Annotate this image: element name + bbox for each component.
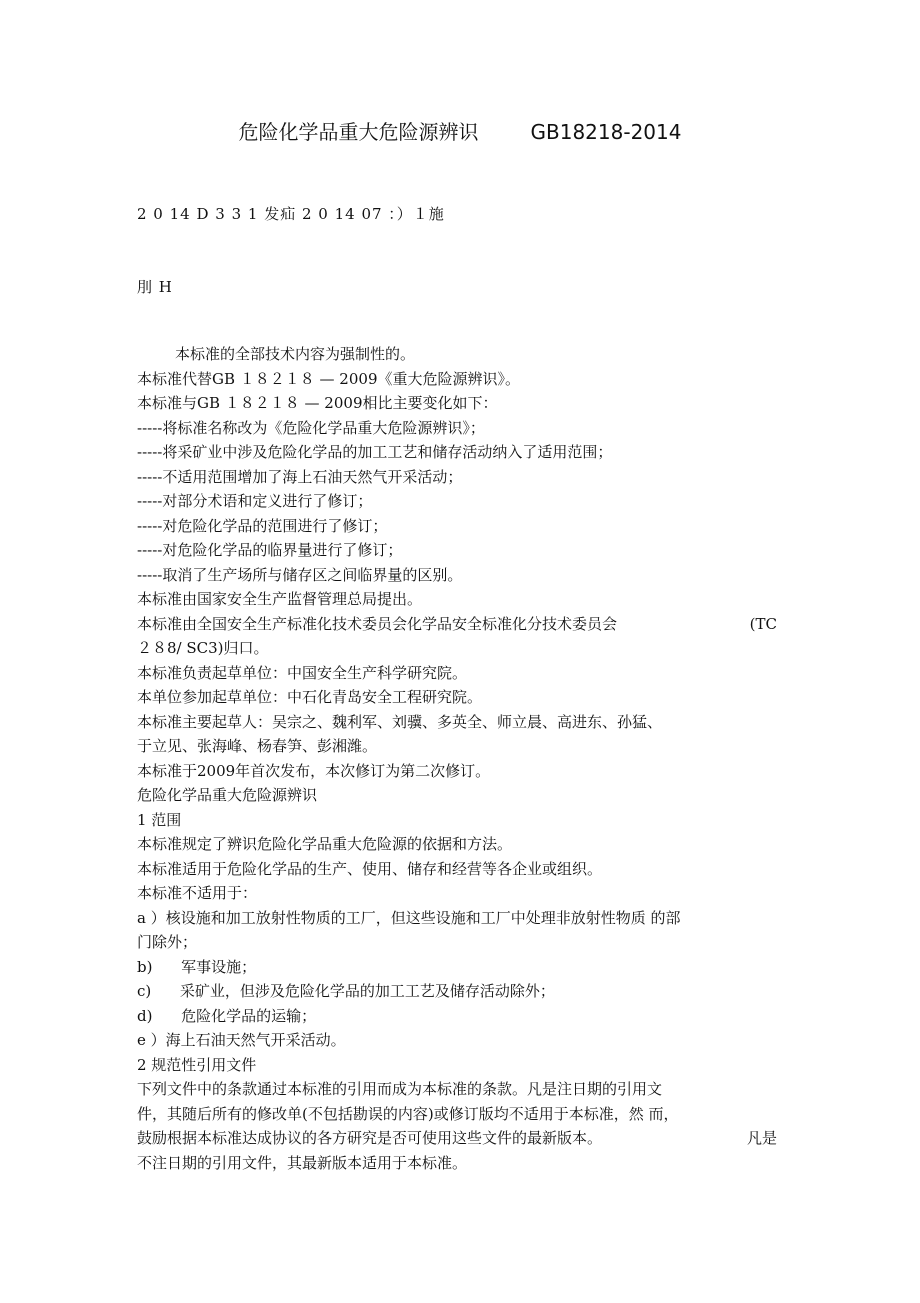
exclusion-list-item: b) 军事设施； xyxy=(137,957,257,976)
paragraph-line: 件，其随后所有的修改单(不包括勘误的内容)或修订版均不适用于本标准，然 而， xyxy=(137,1104,679,1123)
change-list-item: -----对危险化学品的临界量进行了修订； xyxy=(137,541,403,559)
document-body xyxy=(137,342,777,1175)
change-list-item: -----取消了生产场所与储存区之间临界量的区别。 xyxy=(137,565,463,584)
paragraph-line: 本标准由国家安全生产监督管理总局提出。 xyxy=(137,590,423,608)
paragraph-line: ２８8/ SC3)归口。 xyxy=(137,639,269,657)
exclusion-list-item: a ）核设施和加工放射性物质的工厂，但这些设施和工厂中处理非放射性物质 的部 xyxy=(137,908,681,927)
paragraph-line xyxy=(137,1126,777,1151)
change-list-item: -----将标准名称改为《危险化学品重大危险源辨识》； xyxy=(137,418,485,437)
paragraph-line: 不注日期的引用文件，其最新版本适用于本标准。 xyxy=(137,1153,468,1172)
exclusion-list-item: e ）海上石油天然气开采活动。 xyxy=(137,1031,346,1049)
paragraph-line: 本标准主要起草人：吴宗之、魏利军、刘骥、多英全、师立晨、高进东、孙猛、 xyxy=(137,712,663,731)
paragraph-line: 下列文件中的条款通过本标准的引用而成为本标准的条款。凡是注日期的引用文 xyxy=(137,1080,663,1098)
paragraph-line: 本标准与GB １８２１８ — 2009相比主要变化如下： xyxy=(137,394,498,412)
text-segment: 本标准由全国安全生产标准化技术委员会化学品安全标准化分技术委员会 xyxy=(137,614,618,633)
exclusion-list-item: c) 采矿业，但涉及危险化学品的加工工艺及储存活动除外； xyxy=(137,982,555,1000)
preface-heading: 刖 H xyxy=(137,278,173,296)
text-segment: 凡是 xyxy=(746,1129,777,1147)
change-list-item: -----对危险化学品的范围进行了修订； xyxy=(137,516,388,535)
paragraph-line xyxy=(137,612,777,637)
paragraph-line: 本标准负责起草单位：中国安全生产科学研究院。 xyxy=(137,663,468,682)
publish-dateline: 2 0 14 D 3 3 1 发疝 2 0 14 07 ：）１施 xyxy=(137,205,445,223)
change-list-item: -----不适用范围增加了海上石油天然气开采活动； xyxy=(137,467,463,486)
paragraph-line: 本单位参加起草单位：中石化青岛安全工程研究院。 xyxy=(137,688,483,706)
paragraph-line: 本标准代替GB １８２１８ — 2009《重大危险源辨识》。 xyxy=(137,369,520,388)
paragraph-line: 本标准适用于危险化学品的生产、使用、储存和经营等各企业或组织。 xyxy=(137,859,603,878)
section-heading: 1 范围 xyxy=(137,810,182,829)
standard-code: GB18218-2014 xyxy=(530,120,682,144)
section-heading: 2 规范性引用文件 xyxy=(137,1055,257,1074)
title-text: 危险化学品重大危险源辨识 xyxy=(238,120,479,144)
paragraph-line: 本标准的全部技术内容为强制性的。 xyxy=(175,345,416,363)
paragraph-line: 本标准规定了辨识危险化学品重大危险源的依据和方法。 xyxy=(137,835,513,853)
change-list-item: -----将采矿业中涉及危险化学品的加工工艺和储存活动纳入了适用范围； xyxy=(137,443,613,461)
paragraph-line: 于立见、张海峰、杨春笋、彭湘潍。 xyxy=(137,737,378,755)
change-list-item: -----对部分术语和定义进行了修订； xyxy=(137,492,373,510)
paragraph-line: 门除外； xyxy=(137,933,198,951)
paragraph-line: 本标准于2009年首次发布，本次修订为第二次修订。 xyxy=(137,761,491,780)
section-title: 危险化学品重大危险源辨识 xyxy=(137,786,318,804)
text-segment: (TC xyxy=(749,614,777,633)
paragraph-line: 本标准不适用于： xyxy=(137,884,258,902)
exclusion-list-item: d) 危险化学品的运输； xyxy=(137,1006,317,1025)
document-title xyxy=(0,116,920,145)
text-segment: 鼓励根据本标准达成协议的各方研究是否可使用这些文件的最新版本。 xyxy=(137,1129,603,1147)
